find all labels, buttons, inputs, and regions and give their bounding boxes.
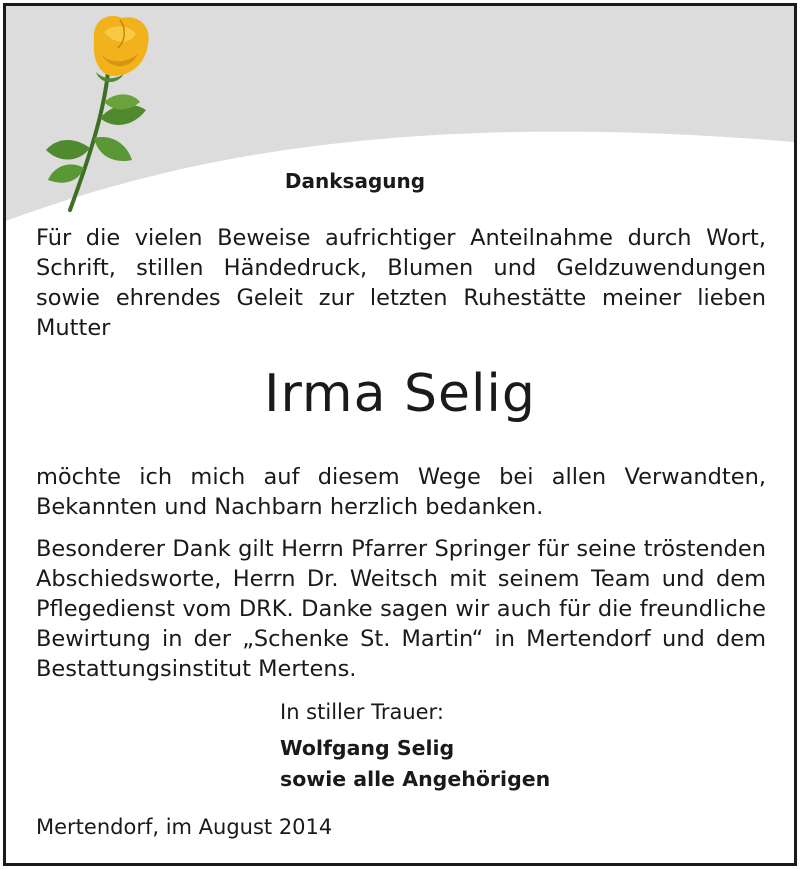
thanks-paragraph: möchte ich mich auf diesem Wege bei allen Verwandten, Bekannten und Nachbarn herzlich bedanken. xyxy=(36,464,766,520)
border-frame xyxy=(3,3,797,866)
signatory-name: Wolfgang Selig xyxy=(280,736,455,760)
deceased-name: Irma Selig xyxy=(264,364,536,424)
intro-paragraph: Für die vielen Beweise aufrichtiger Anteilnahme durch Wort, Schrift, stillen Händedruck, Blumen und Geldzuwendungen sowie ehrendes Geleit zur letzten Ruhestätte meiner lieben Mutter xyxy=(36,225,766,341)
heading-danksagung: Danksagung xyxy=(284,169,426,193)
signatory-family: sowie alle Angehörigen xyxy=(280,767,551,791)
special-thanks-paragraph: Besonderer Dank gilt Herrn Pfarrer Springer für seine tröstenden Abschiedsworte, Herrn Dr. Weitsch mit seinem Team und dem Pflegedienst vom DRK. Danke sagen wir auch für die freundliche Bewirtung in der „Schenke St. Martin“ in Mertendorf und dem Bestattungsinstitut Mertens. xyxy=(36,536,766,682)
mourning-line: In stiller Trauer: xyxy=(280,700,444,724)
place-date: Mertendorf, im August 2014 xyxy=(36,815,333,839)
